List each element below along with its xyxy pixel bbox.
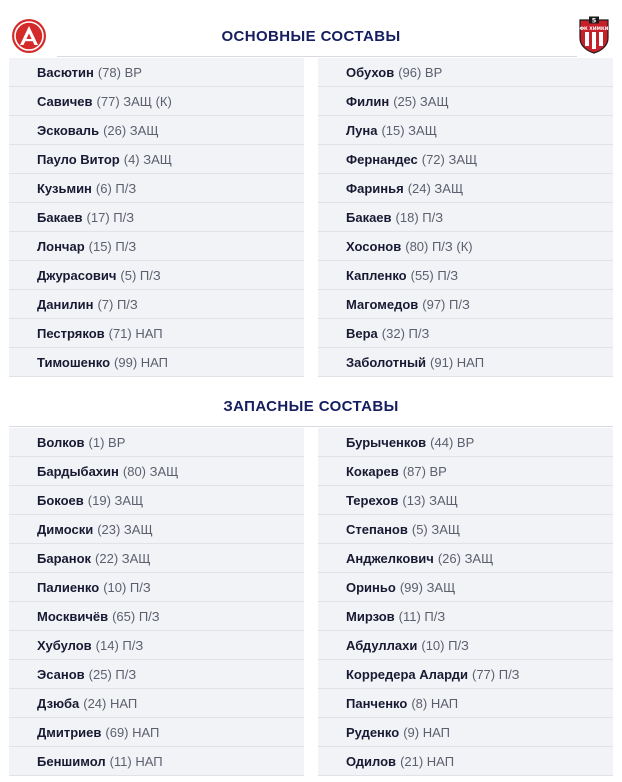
player-name: Ориньо [346,579,396,595]
player-info: (80) ЗАЩ [122,463,179,479]
player-name: Волков [37,434,85,450]
player-name: Васютин [37,64,94,80]
main-right-list [318,58,613,377]
player-name: Данилин [37,296,94,312]
player-info: (11) П/З [398,608,446,624]
player-name: Степанов [346,521,408,537]
player-name: Эсковаль [37,122,100,138]
player-row [9,319,304,348]
player-info: (14) П/З [95,637,144,653]
player-info: (17) П/З [86,209,135,225]
player-name: Бакаев [346,209,392,225]
player-row [318,87,613,116]
player-name: Кокарев [346,463,399,479]
player-name: Тимошенко [37,354,111,370]
player-row [318,718,613,747]
player-name: Фернандес [346,151,418,167]
player-row [318,486,613,515]
player-info: (77) ЗАЩ (К) [96,93,172,109]
player-info: (7) П/З [97,296,138,312]
player-name: Джурасович [37,267,117,283]
player-name: Терехов [346,492,399,508]
player-name: Москвичёв [37,608,109,624]
player-info: (10) П/З [421,637,469,653]
player-row [9,290,304,319]
player-row [318,145,613,174]
player-name: Луна [346,122,378,138]
player-row [318,319,613,348]
player-row [9,116,304,145]
player-info: (25) П/З [88,666,137,682]
player-name: Савичев [37,93,93,109]
subs-left-list [9,428,304,776]
player-info: (15) П/З [88,238,137,254]
player-name: Палиенко [37,579,100,595]
player-name: Корредера Аларди [346,666,468,682]
player-info: (32) П/З [381,325,430,341]
svg-text:5: 5 [591,16,597,25]
player-info: (65) П/З [112,608,160,624]
player-info: (8) НАП [411,695,459,711]
player-row [318,631,613,660]
player-name: Беншимол [37,753,106,769]
player-row [9,747,304,776]
player-info: (19) ЗАЩ [87,492,144,508]
player-info: (99) НАП [114,354,169,370]
player-name: Филин [346,93,390,109]
player-info: (5) П/З [120,267,161,283]
player-info: (77) П/З [472,666,520,682]
player-info: (78) ВР [97,64,142,80]
player-info: (87) ВР [402,463,447,479]
player-info: (23) ЗАЩ [97,521,153,537]
player-info: (11) НАП [109,753,163,769]
player-info: (80) П/З (К) [405,238,473,254]
player-info: (26) ЗАЩ [103,122,159,138]
player-row [318,515,613,544]
player-row [9,428,304,457]
player-row [9,602,304,631]
player-row [318,174,613,203]
player-info: (25) ЗАЩ [393,93,449,109]
player-info: (5) ЗАЩ [411,521,461,537]
player-row [318,203,613,232]
player-info: (4) ЗАЩ [123,151,172,167]
player-name: Магомедов [346,296,419,312]
player-name: Обухов [346,64,395,80]
player-name: Баранок [37,550,92,566]
player-info: (72) ЗАЩ [421,151,478,167]
player-row [9,145,304,174]
player-name: Кузьмин [37,180,92,196]
player-info: (91) НАП [430,354,485,370]
player-name: Анджелкович [346,550,434,566]
player-name: Руденко [346,724,400,740]
player-info: (15) ЗАЩ [381,122,437,138]
player-row [9,232,304,261]
player-row [318,58,613,87]
player-row [318,747,613,776]
player-row [318,660,613,689]
player-name: Панченко [346,695,408,711]
player-row [9,660,304,689]
main-lineups-title: ОСНОВНЫЕ СОСТАВЫ [221,28,401,45]
player-info: (97) П/З [422,296,470,312]
player-name: Дзюба [37,695,80,711]
player-row [318,116,613,145]
player-info: (18) П/З [395,209,444,225]
player-info: (24) НАП [83,695,138,711]
player-row [9,261,304,290]
player-row [318,457,613,486]
player-name: Бакаев [37,209,83,225]
player-name: Абдуллахи [346,637,418,653]
player-row [9,486,304,515]
player-row [318,602,613,631]
player-info: (10) П/З [103,579,151,595]
player-name: Димоски [37,521,94,537]
player-name: Капленко [346,267,407,283]
player-info: (71) НАП [108,325,163,341]
player-name: Бардыбахин [37,463,119,479]
player-info: (96) ВР [398,64,443,80]
player-info: (6) П/З [95,180,137,196]
player-name: Лончар [37,238,85,254]
player-name: Фаринья [346,180,404,196]
player-info: (99) ЗАЩ [399,579,456,595]
player-info: (21) НАП [400,753,455,769]
player-info: (24) ЗАЩ [407,180,464,196]
player-row [318,348,613,377]
player-row [9,631,304,660]
player-row [9,718,304,747]
player-info: (69) НАП [105,724,160,740]
player-row [9,573,304,602]
player-row [9,174,304,203]
player-row [9,87,304,116]
player-row [9,689,304,718]
main-left-list [9,58,304,377]
player-row [318,261,613,290]
player-row [318,573,613,602]
title-divider [57,56,577,57]
subs-right-list [318,428,613,776]
player-info: (9) НАП [403,724,450,740]
subs-lineups-title: ЗАПАСНЫЕ СОСТАВЫ [223,398,399,415]
player-row [9,515,304,544]
player-name: Заболотный [346,354,427,370]
player-info: (22) ЗАЩ [95,550,151,566]
player-name: Бурыченков [346,434,427,450]
svg-text:ФК ХИМКИ: ФК ХИМКИ [579,27,609,32]
player-name: Пестряков [37,325,105,341]
player-info: (44) ВР [430,434,475,450]
player-name: Эсанов [37,666,85,682]
player-row [318,544,613,573]
player-row [9,457,304,486]
player-name: Мирзов [346,608,395,624]
player-info: (26) ЗАЩ [437,550,494,566]
player-row [9,544,304,573]
player-name: Вера [346,325,378,341]
player-name: Хосонов [346,238,402,254]
player-name: Пауло Витор [37,151,120,167]
player-info: (1) ВР [88,434,126,450]
player-name: Дмитриев [37,724,102,740]
player-row [9,348,304,377]
player-row [318,290,613,319]
player-info: (55) П/З [410,267,459,283]
player-name: Одилов [346,753,397,769]
player-row [9,203,304,232]
player-row [318,428,613,457]
player-row [9,58,304,87]
player-row [318,689,613,718]
player-row [318,232,613,261]
subs-divider [9,426,613,427]
player-info: (13) ЗАЩ [402,492,458,508]
player-name: Хубулов [37,637,92,653]
player-name: Бокоев [37,492,84,508]
